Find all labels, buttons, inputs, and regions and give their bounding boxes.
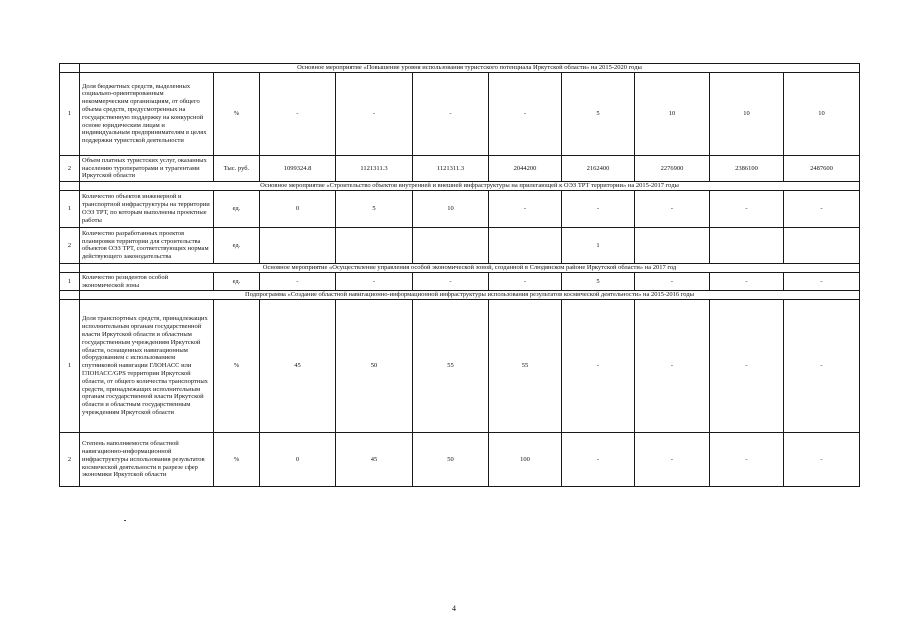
section-title: Основное мероприятие «Повышение уровня использования туристского потенциала Иркутской области» на 2015-2020 годы [80, 64, 860, 73]
indicator-name: Объем платных туристских услуг, оказанных населению туроператорами и турагентами Иркутской области [80, 155, 214, 181]
row-number: 1 [60, 272, 80, 291]
value-cell: 2162400 [562, 155, 635, 181]
section-title: Основное мероприятие «Строительство объектов внутренней и внешней инфраструктуры на прилегающей к ОЭЗ ТРТ территории» на 2015-2017 годы [80, 182, 860, 191]
value-cell: - [489, 272, 562, 291]
table-row [60, 190, 860, 227]
indicators-table [59, 63, 860, 487]
value-cell: - [784, 272, 860, 291]
value-cell: 0 [260, 433, 336, 487]
value-cell: 10 [784, 72, 860, 155]
value-cell: - [562, 433, 635, 487]
value-cell: 55 [489, 300, 562, 433]
value-cell: 2044200 [489, 155, 562, 181]
value-cell: 10 [710, 72, 784, 155]
row-number: 2 [60, 227, 80, 263]
value-cell: 1121311.3 [413, 155, 489, 181]
value-cell: 5 [562, 72, 635, 155]
value-cell: 100 [489, 433, 562, 487]
value-cell: 45 [336, 433, 413, 487]
indicator-name: Доля бюджетных средств, выделенных социально-ориентированным некоммерческим организациям, от общего объема средств, предусмотренных на государственную поддержку на конкурсной основе юридическим лицам и индивидуальным предпринимателям в целях поддержки туристской деятельности [80, 72, 214, 155]
section-title: Основное мероприятие «Осуществление управления особой экономической зоной, созданной в Слюдянском районе Иркутской области» на 2017 год [80, 263, 860, 272]
value-cell: - [562, 300, 635, 433]
value-cell: - [784, 433, 860, 487]
table-row [60, 433, 860, 487]
value-cell: - [336, 72, 413, 155]
unit-cell: ед. [214, 227, 260, 263]
table-row [60, 72, 860, 155]
value-cell [260, 227, 336, 263]
section-header-row [60, 291, 860, 300]
value-cell: - [784, 300, 860, 433]
value-cell: 10 [635, 72, 710, 155]
row-number: 1 [60, 300, 80, 433]
value-cell: 2276900 [635, 155, 710, 181]
indicator-name: Количество резидентов особой экономической зоны [80, 272, 214, 291]
value-cell: - [489, 72, 562, 155]
value-cell: 5 [562, 272, 635, 291]
scan-speck [124, 520, 126, 521]
value-cell: - [710, 272, 784, 291]
value-cell: - [336, 272, 413, 291]
value-cell: - [635, 300, 710, 433]
value-cell: 45 [260, 300, 336, 433]
unit-cell: % [214, 433, 260, 487]
unit-cell: % [214, 72, 260, 155]
row-number: 1 [60, 72, 80, 155]
value-cell: 50 [413, 433, 489, 487]
indicator-name: Количество объектов инженерной и транспортной инфраструктуры на территории ОЭЗ ТРТ, по которым выполнены проектные работы [80, 190, 214, 227]
value-cell [489, 227, 562, 263]
unit-cell: % [214, 300, 260, 433]
indicator-name: Доля транспортных средств, принадлежащих исполнительным органам государственной власти Иркутской области и областным государственным учреждениям Иркутской области, оснащенных навигационным оборудованием с использованием спутниковой навигации ГЛОНАСС или ГЛОНАСС/GPS территории Иркутской области, от общего количества транспортных средств, принадлежащих исполнительным органам государственной власти Иркутской области и областным государственным учреждениям Иркутской области [80, 300, 214, 433]
value-cell: - [260, 72, 336, 155]
value-cell: - [635, 272, 710, 291]
value-cell: - [562, 190, 635, 227]
value-cell: - [710, 433, 784, 487]
section-header-spacer [60, 263, 80, 272]
table-row [60, 272, 860, 291]
table-row [60, 155, 860, 181]
row-number: 2 [60, 433, 80, 487]
row-number: 2 [60, 155, 80, 181]
value-cell [784, 227, 860, 263]
indicator-name: Количество разработанных проектов планировки территории для строительства объектов ОЭЗ ТРТ, соответствующих нормам действующего законодательства [80, 227, 214, 263]
value-cell: 55 [413, 300, 489, 433]
page-number: 4 [452, 604, 456, 613]
value-cell: 5 [336, 190, 413, 227]
value-cell: - [260, 272, 336, 291]
value-cell: 10 [413, 190, 489, 227]
value-cell: 50 [336, 300, 413, 433]
value-cell [336, 227, 413, 263]
value-cell: 0 [260, 190, 336, 227]
value-cell: - [635, 433, 710, 487]
section-header-spacer [60, 182, 80, 191]
value-cell: 2386100 [710, 155, 784, 181]
value-cell: - [413, 72, 489, 155]
indicator-name: Степень наполняемости областной навигационно-информационной инфраструктуры использования результатов космической деятельности в разрезе сфер экономики Иркутской области [80, 433, 214, 487]
section-header-spacer [60, 291, 80, 300]
section-header-spacer [60, 64, 80, 73]
value-cell: - [710, 190, 784, 227]
value-cell: 1 [562, 227, 635, 263]
value-cell: 1099324.8 [260, 155, 336, 181]
row-number: 1 [60, 190, 80, 227]
value-cell [635, 227, 710, 263]
value-cell: 1121311.3 [336, 155, 413, 181]
unit-cell: ед. [214, 190, 260, 227]
value-cell: - [710, 300, 784, 433]
section-header-row [60, 64, 860, 73]
value-cell: - [489, 190, 562, 227]
value-cell [710, 227, 784, 263]
table-row [60, 300, 860, 433]
value-cell [413, 227, 489, 263]
section-header-row [60, 182, 860, 191]
section-header-row [60, 263, 860, 272]
value-cell: 2487600 [784, 155, 860, 181]
value-cell: - [784, 190, 860, 227]
unit-cell: ед. [214, 272, 260, 291]
value-cell: - [413, 272, 489, 291]
unit-cell: Тыс. руб. [214, 155, 260, 181]
section-title: Подпрограмма «Создание областной навигационно-информационной инфраструктуры использования результатов космической деятельности» на 2015-2016 годы [80, 291, 860, 300]
value-cell: - [635, 190, 710, 227]
table-row [60, 227, 860, 263]
